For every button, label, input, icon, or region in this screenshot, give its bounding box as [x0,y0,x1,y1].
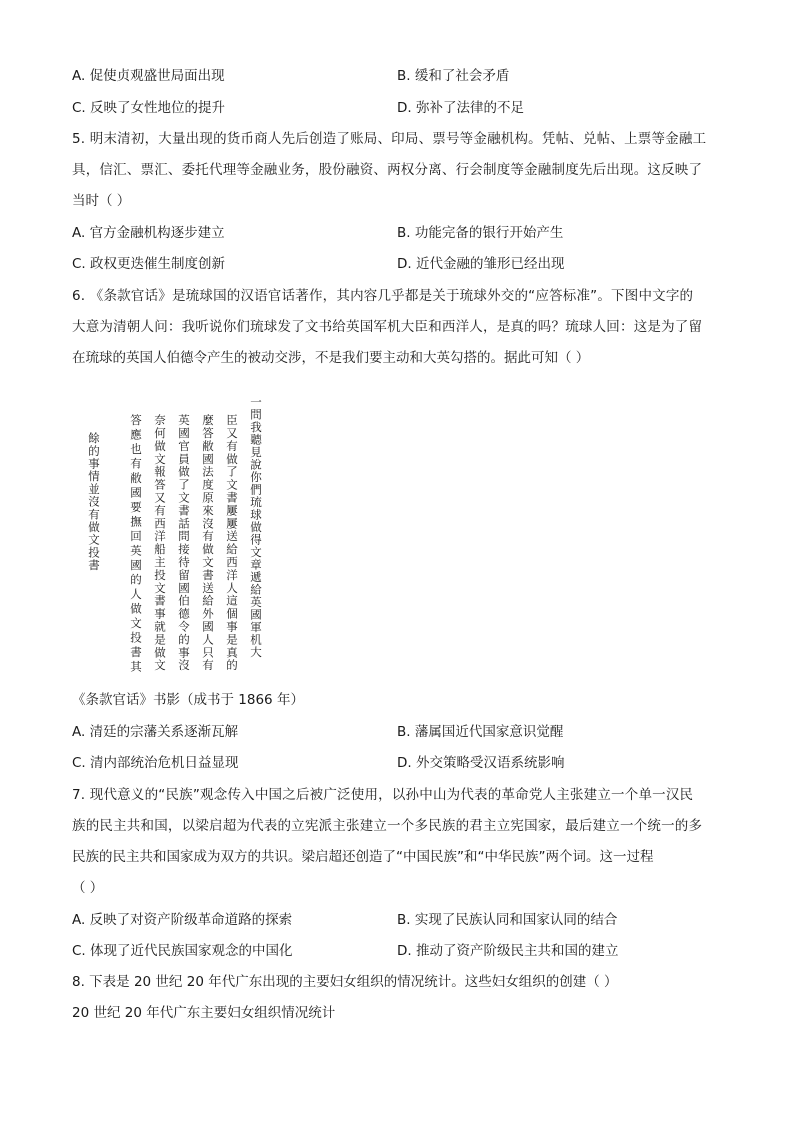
q5-option-b[interactable]: B. 功能完备的银行开始产生 [397,225,564,241]
q6-stem-line3: 在琉球的英国人伯德令产生的被动交涉，不是我们要主动和大英勾搭的。据此可知（ ） [72,350,590,366]
q8-table-title: 20 世纪 20 年代广东主要妇女组织情况统计 [72,1005,336,1021]
q4-option-a[interactable]: A. 促使贞观盛世局面出现 [72,68,225,84]
q7-option-c[interactable]: C. 体现了近代民族国家观念的中国化 [72,943,293,959]
q4-option-d[interactable]: D. 弥补了法律的不足 [397,100,524,116]
historical-document-image [70,388,278,678]
q6-stem-line2: 大意为清朝人问：我听说你们琉球发了文书给英国军机大臣和西洋人，是真的吗？琉球人回：这是为了留 [72,319,703,335]
q7-stem-line3: 民族的民主共和国家成为双方的共识。梁启超还创造了“中国民族”和“中华民族”两个词。这一过程 [72,849,654,865]
doc-column-5: 奈何做文報答又有西洋船主投文書事就是做文 [153,414,167,672]
q5-option-a[interactable]: A. 官方金融机构逐步建立 [72,225,225,241]
doc-column-3: 麼答敝國法度原來沒有做文書送給外國人只有 [201,414,215,672]
q7-option-b[interactable]: B. 实现了民族认同和国家认同的结合 [397,912,618,928]
q5-stem-line1: 5. 明末清初，大量出现的货币商人先后创造了账局、印局、票号等金融机构。凭帖、兑帖、上票等金融工 [72,131,707,147]
doc-column-4: 英國官員做了文書話問接待留國伯德令的事沒 [177,414,191,672]
q5-option-d[interactable]: D. 近代金融的雏形已经出现 [397,256,565,272]
q6-option-a[interactable]: A. 清廷的宗藩关系逐渐瓦解 [72,724,239,740]
q7-stem-line4: （ ） [72,880,104,896]
q7-option-d[interactable]: D. 推动了资产阶级民主共和国的建立 [397,943,619,959]
q4-option-c[interactable]: C. 反映了女性地位的提升 [72,100,226,116]
q7-option-a[interactable]: A. 反映了对资产阶级革命道路的探索 [72,912,293,928]
q6-stem-line1: 6. 《条款官话》是琉球国的汉语官话著作，其内容几乎都是关于琉球外交的“应答标准”。下图中文字的 [72,288,694,304]
q7-stem-line2: 族的民主共和国，以梁启超为代表的立宪派主张建立一个多民族的君主立宪国家，最后建立一个统一的多 [72,818,703,834]
q8-stem-line1: 8. 下表是 20 世纪 20 年代广东出现的主要妇女组织的情况统计。这些妇女组织的创建（ ） [72,974,618,990]
q6-image-caption: 《条款官话》书影（成书于 1866 年） [72,692,304,708]
q4-option-b[interactable]: B. 缓和了社会矛盾 [397,68,510,84]
q6-option-b[interactable]: B. 藩属国近代国家意识觉醒 [397,724,564,740]
q6-option-c[interactable]: C. 清内部统治危机日益显现 [72,755,239,771]
q6-option-d[interactable]: D. 外交策略受汉语系统影响 [397,755,565,771]
doc-column-7: 餘的事情並沒有做文投書 [87,432,101,572]
q5-stem-line3: 当时（ ） [72,193,131,209]
q5-stem-line2: 具，信汇、票汇、委托代理等金融业务，股份融资、两权分离、行会制度等金融制度先后出现。这反映了 [72,162,703,178]
q7-stem-line1: 7. 现代意义的“民族”观念传入中国之后被广泛使用，以孙中山为代表的革命党人主张建立一个单一汉民 [72,787,694,803]
doc-column-2: 臣又有做了文書屢屢送給西洋人這個事是真的 [225,414,239,672]
q5-option-c[interactable]: C. 政权更迭催生制度创新 [72,256,226,272]
doc-column-6: 答應也有敝國要撫回英國的人做文投書其 [129,414,143,675]
doc-column-1: 一問我聽見說你們琉球做得文章遞給英國軍机大 [249,396,263,659]
